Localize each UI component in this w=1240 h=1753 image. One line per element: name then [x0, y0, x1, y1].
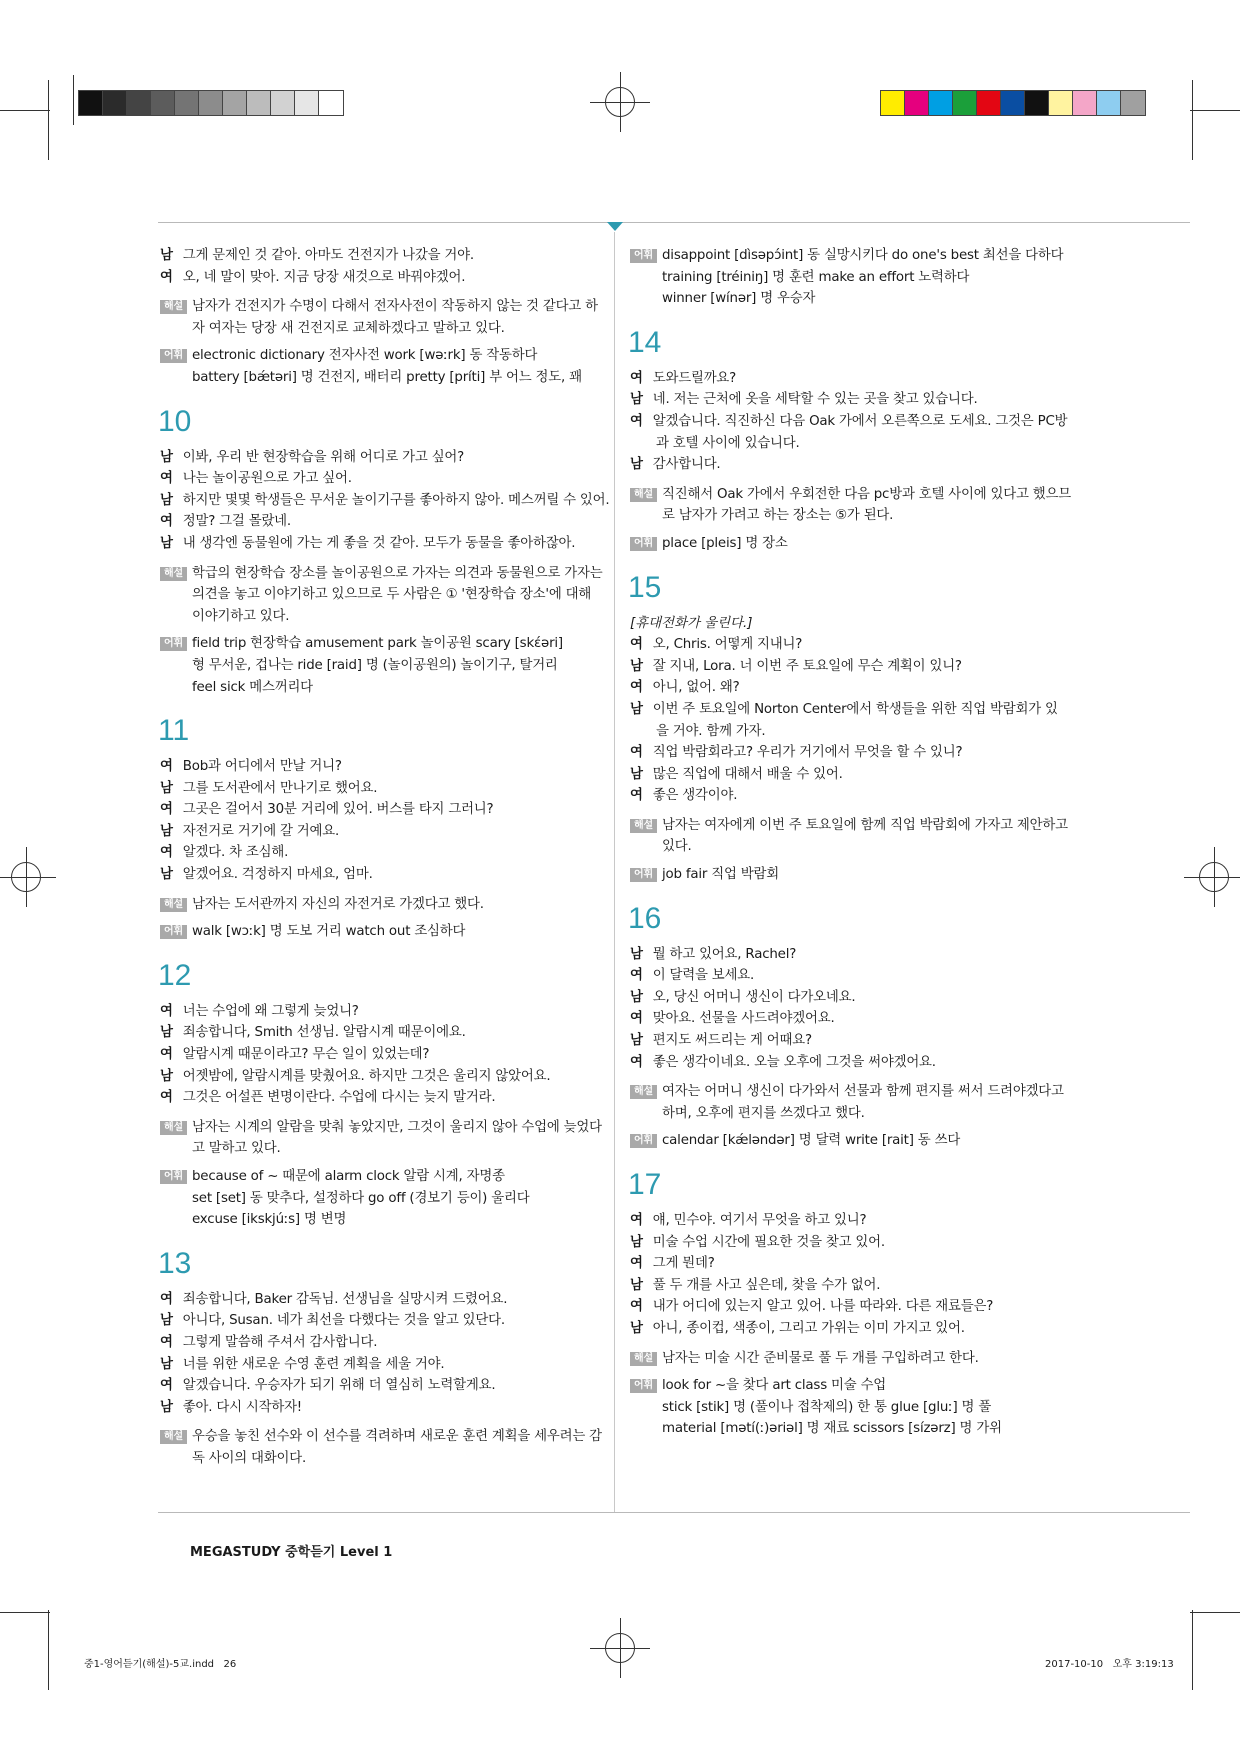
- speaker-label: 여: [160, 514, 173, 530]
- speaker-label: 여: [160, 471, 173, 487]
- dialogue-line: [160, 245, 605, 267]
- vocab-line: field trip 현장학습 amusement park 놀이공원 scary [skɛ́əri]: [192, 636, 563, 652]
- speaker-label: 여: [630, 1054, 643, 1070]
- line-text: 이 달력을 보세요.: [652, 968, 755, 984]
- line-text: 얘, 민수야. 여기서 무엇을 하고 있니?: [652, 1213, 867, 1228]
- speaker-label: 여: [630, 1011, 643, 1027]
- dialogue-line: [630, 785, 1075, 807]
- vocab-line: look for ~을 찾다 art class 미술 수업: [662, 1378, 887, 1394]
- dialogue-line: [630, 1030, 1075, 1052]
- line-text: 그게 문제인 것 같아. 아마도 건전지가 나갔을 거야.: [182, 248, 474, 263]
- dialogue-line: [630, 677, 1075, 699]
- vocab-line: material [mətí(ː)əriəl] 명 재료 scissors [sízərz] 명 가위: [662, 1421, 1002, 1437]
- dialogue-line: [160, 1310, 605, 1332]
- dialogue-line: [630, 1296, 1075, 1318]
- color-swatch: [271, 91, 295, 115]
- dialogue-line: [160, 1397, 605, 1419]
- column-divider: [614, 232, 615, 1512]
- explanation: [160, 1117, 605, 1160]
- line-text: 자전거로 거기에 갈 거예요.: [182, 823, 340, 839]
- dialogue-line: [630, 368, 1075, 390]
- dialogue-line: [160, 490, 610, 512]
- explanation: [630, 1081, 1075, 1124]
- dialogue-line: [630, 411, 1075, 433]
- line-text: 알겠다. 차 조심해.: [182, 845, 289, 861]
- vocabulary: [630, 1130, 1075, 1152]
- color-swatch: [1001, 91, 1025, 115]
- vocabulary-tag: 어휘: [160, 925, 187, 939]
- vocabulary: [630, 245, 1075, 310]
- explanation-tag: 해설: [630, 1352, 657, 1366]
- speaker-label: 남: [160, 492, 173, 508]
- vocabulary-tag: 어휘: [630, 537, 657, 551]
- line-text: 맞아요. 선물을 사드려야겠어요.: [652, 1011, 835, 1027]
- registration-mark-right: [1194, 857, 1234, 897]
- vocabulary-tag: 어휘: [160, 349, 187, 363]
- dialogue: [160, 245, 605, 288]
- vocabulary: [630, 533, 1075, 555]
- explanation: [160, 1426, 605, 1469]
- line-text: 아니, 없어. 왜?: [652, 680, 740, 696]
- speaker-label: 남: [160, 1356, 173, 1372]
- dialogue-line: [630, 1052, 1075, 1074]
- line-text: 알겠습니다. 직진하신 다음 Oak 가에서 오른쪽으로 도세요. 그것은 PC방: [652, 413, 1068, 429]
- registration-mark-top: [600, 82, 640, 122]
- vocab-line: because of ~ 때문에 alarm clock 알람 시계, 자명종: [192, 1169, 505, 1184]
- speaker-label: 남: [160, 1399, 173, 1415]
- line-text: 내가 어디에 있는지 알고 있어. 나를 따라와. 다른 재료들은?: [652, 1299, 994, 1315]
- speaker-label: 남: [160, 823, 173, 839]
- explanation: [630, 815, 1075, 858]
- speaker-label: 남: [630, 1033, 643, 1049]
- speaker-label: 남: [630, 392, 643, 408]
- vocab-line: winner [wínər] 명 우승자: [662, 291, 816, 307]
- explanation-tag: 해설: [630, 1085, 657, 1099]
- speaker-label: 남: [160, 1025, 173, 1041]
- vocabulary-tag: 어휘: [630, 868, 657, 882]
- explanation-tag: 해설: [630, 488, 657, 502]
- speaker-label: 여: [160, 1090, 173, 1106]
- vocabulary-tag: 어휘: [630, 1134, 657, 1148]
- dialogue-line: [160, 1375, 605, 1397]
- vocab-line: 형 무서운, 겁나는 ride [raid] 명 (놀이공원의) 놀이기구, 탈거리: [192, 657, 558, 673]
- dialogue: [160, 756, 605, 886]
- speaker-label: 여: [160, 802, 173, 818]
- dialogue-line: [160, 799, 605, 821]
- scene-direction: [휴대전화가 울린다.]: [630, 615, 753, 631]
- dialogue: [630, 1210, 1075, 1340]
- footer-brand: MEGASTUDY 중학듣기 Level 1: [190, 1545, 393, 1560]
- color-swatch: [1097, 91, 1121, 115]
- dialogue-line: [160, 533, 605, 555]
- line-text: 직업 박람회라고? 우리가 거기에서 무엇을 할 수 있니?: [652, 745, 963, 761]
- dialogue-line: [160, 778, 605, 800]
- explanation-text: 남자는 여자에게 이번 주 토요일에 함께 직업 박람회에 가자고 제안하고 있다.: [662, 817, 1068, 855]
- speaker-label: 남: [630, 1234, 643, 1250]
- line-text: 그게 뭔데?: [652, 1256, 715, 1272]
- dialogue: [630, 944, 1075, 1074]
- dialogue-line: [630, 454, 1075, 476]
- speaker-label: 여: [630, 968, 643, 984]
- explanation-tag: 해설: [160, 898, 187, 912]
- line-text: 오, 네 말이 맞아. 지금 당장 새것으로 바꿔야겠어.: [182, 269, 466, 285]
- dialogue-line: [630, 987, 1075, 1009]
- dialogue-line: [160, 1289, 605, 1311]
- color-swatch: [977, 91, 1001, 115]
- right-column: [630, 245, 1075, 1446]
- vocabulary-tag: 어휘: [630, 1379, 657, 1393]
- speaker-label: 남: [630, 701, 643, 717]
- speaker-label: 남: [630, 766, 643, 782]
- color-swatch: [223, 91, 247, 115]
- line-text: 아니, 종이컵, 색종이, 그리고 가위는 이미 가지고 있어.: [652, 1320, 965, 1336]
- speaker-label: 여: [630, 1299, 643, 1315]
- vocab-line: electronic dictionary 전자사전 work [wəːrk] 동 작동하다: [192, 348, 538, 364]
- line-text: 그곳은 걸어서 30분 거리에 있어. 버스를 타지 그러니?: [182, 802, 494, 818]
- color-swatch: [905, 91, 929, 115]
- explanation-text: 직진해서 Oak 가에서 우회전한 다음 pc방과 호텔 사이에 있다고 했으므로 남자가 가려고 하는 장소는 ⑤가 된다.: [662, 486, 1071, 524]
- vocab-line: set [set] 동 맞추다, 설정하다 go off (경보기 등이) 울리다: [192, 1190, 530, 1206]
- dialogue-line: [630, 742, 1075, 764]
- explanation-tag: 해설: [160, 300, 187, 314]
- line-text: 좋은 생각이야.: [652, 788, 738, 804]
- color-swatch: [1049, 91, 1073, 115]
- line-text: 죄송합니다, Smith 선생님. 알람시계 때문이에요.: [182, 1025, 466, 1041]
- vocabulary: [630, 864, 1075, 886]
- speaker-label: 여: [630, 637, 643, 653]
- dialogue-line: [630, 944, 1075, 966]
- line-text: 이봐, 우리 반 현장학습을 위해 어디로 가고 싶어?: [182, 449, 465, 465]
- line-text: 잘 지내, Lora. 너 이번 주 토요일에 무슨 계획이 있니?: [652, 658, 962, 674]
- vocabulary: [160, 345, 605, 388]
- line-text: 너를 위한 새로운 수영 훈련 계획을 세울 거야.: [182, 1356, 445, 1372]
- vocabulary-tag: 어휘: [160, 637, 187, 651]
- dialogue-line: [630, 389, 1075, 411]
- question-number: 10: [158, 404, 192, 438]
- dialogue-line: [630, 1008, 1075, 1030]
- footer-rule: [158, 1512, 1190, 1513]
- color-swatch: [295, 91, 319, 115]
- vocabulary: [160, 1166, 605, 1231]
- line-text: 알겠습니다. 우승자가 되기 위해 더 열심히 노력할게요.: [182, 1378, 496, 1394]
- color-swatch: [1073, 91, 1097, 115]
- header-triangle-marker: [607, 222, 623, 231]
- color-swatch: [175, 91, 199, 115]
- explanation-text: 남자는 도서관까지 자신의 자전거로 가겠다고 했다.: [192, 896, 484, 912]
- question-number: 13: [158, 1246, 192, 1280]
- dialogue-line: [160, 1022, 605, 1044]
- line-text: 정말? 그걸 몰랐네.: [182, 514, 291, 530]
- question-number: 15: [628, 570, 662, 604]
- explanation: [630, 484, 1075, 527]
- vocab-line: battery [bǽtəri] 명 건전지, 배터리 pretty [príti] 부 어느 정도, 꽤: [192, 369, 582, 385]
- explanation: [630, 1348, 1075, 1370]
- speaker-label: 여: [630, 1256, 643, 1272]
- dialogue: [630, 634, 1075, 807]
- dialogue-line: [160, 1354, 605, 1376]
- dialogue-line: [160, 1066, 605, 1088]
- dialogue-line: [630, 764, 1075, 786]
- vocab-line: stick [stik] 명 (풀이나 접착제의) 한 통 glue [gluː] 명 풀: [662, 1399, 992, 1415]
- dialogue-line: [630, 656, 1075, 678]
- dialogue-line: [630, 699, 1075, 721]
- dialogue: [160, 1289, 605, 1419]
- speaker-label: 남: [160, 867, 173, 883]
- speaker-label: 여: [160, 845, 173, 861]
- color-swatch: [247, 91, 271, 115]
- line-text: 어젯밤에, 알람시계를 맞췄어요. 하지만 그것은 울리지 않았어요.: [182, 1068, 551, 1084]
- speaker-label: 여: [630, 788, 643, 804]
- speaker-label: 남: [630, 658, 643, 674]
- speaker-label: 남: [160, 248, 173, 263]
- line-text: 오, 당신 어머니 생신이 다가오네요.: [652, 989, 856, 1005]
- question-number: 16: [628, 901, 662, 935]
- line-text: 그것은 어설픈 변명이란다. 수업에 다시는 늦지 말거라.: [182, 1090, 496, 1106]
- color-calibration-strip: [880, 90, 1146, 116]
- speaker-label: 여: [630, 1213, 643, 1228]
- speaker-label: 남: [160, 1313, 173, 1329]
- footer-timestamp: 2017-10-10 오후 3:19:13: [1045, 1659, 1174, 1670]
- vocab-line: place [pleis] 명 장소: [662, 535, 788, 551]
- explanation-text: 학급의 현장학습 장소를 놀이공원으로 가자는 의견과 동물원으로 가자는 의견을 놓고 이야기하고 있으므로 두 사람은 ① '현장학습 장소'에 대해 이야기하고 있다.: [192, 565, 603, 624]
- speaker-label: 남: [630, 946, 643, 962]
- vocabulary: [630, 1375, 1075, 1440]
- speaker-label: 여: [160, 1291, 173, 1307]
- speaker-label: 남: [630, 1320, 643, 1336]
- line-text: 뭘 하고 있어요, Rachel?: [652, 946, 797, 962]
- registration-mark-bottom: [600, 1628, 640, 1668]
- explanation-text: 여자는 어머니 생신이 다가와서 선물과 함께 편지를 써서 드려야겠다고 하며, 오후에 편지를 쓰겠다고 했다.: [662, 1084, 1064, 1121]
- line-text: 하지만 몇몇 학생들은 무서운 놀이기구를 좋아하지 않아. 메스꺼릴 수 있어.: [182, 492, 610, 508]
- line-text: 죄송합니다, Baker 감독님. 선생님을 실망시켜 드렸어요.: [182, 1291, 508, 1307]
- speaker-label: 남: [160, 535, 173, 551]
- explanation-text: 남자는 시계의 알람을 맞춰 놓았지만, 그것이 울리지 않아 수업에 늦었다고 말하고 있다.: [192, 1119, 602, 1157]
- dialogue-line: [160, 821, 605, 843]
- dialogue-line: [630, 1275, 1075, 1297]
- line-text: 감사합니다.: [652, 457, 721, 473]
- line-text: 이번 주 토요일에 Norton Center에서 학생들을 위한 직업 박람회가 있: [652, 701, 1058, 717]
- speaker-label: 여: [630, 413, 643, 429]
- dialogue-line: [630, 1210, 1075, 1232]
- line-text: 미술 수업 시간에 필요한 것을 찾고 있어.: [652, 1234, 885, 1250]
- dialogue-line: [630, 1318, 1075, 1340]
- speaker-label: 여: [160, 1047, 173, 1063]
- question-number: 12: [158, 958, 192, 992]
- color-swatch: [127, 91, 151, 115]
- explanation: [160, 563, 605, 628]
- dialogue: [160, 1001, 605, 1109]
- speaker-label: 여: [630, 745, 643, 761]
- speaker-label: 남: [160, 1068, 173, 1084]
- question-number: 14: [628, 325, 662, 359]
- dialogue-line: [160, 511, 605, 533]
- speaker-label: 여: [160, 759, 173, 775]
- vocab-line: job fair 직업 박람회: [662, 867, 780, 883]
- explanation-tag: 해설: [160, 1121, 187, 1135]
- color-swatch: [881, 91, 905, 115]
- question-number: 11: [158, 714, 190, 748]
- color-swatch: [319, 91, 343, 115]
- vocab-line: training [tréiniŋ] 명 훈련 make an effort 노력하다: [662, 269, 970, 285]
- vocabulary-tag: 어휘: [160, 1170, 187, 1184]
- line-text: Bob과 어디에서 만날 거니?: [182, 759, 342, 775]
- speaker-label: 남: [160, 449, 173, 465]
- vocabulary: [160, 633, 605, 698]
- speaker-label: 남: [630, 1277, 643, 1293]
- vocab-line: calendar [kǽləndər] 명 달력 write [rait] 동 쓰다: [662, 1133, 961, 1149]
- speaker-label: 여: [160, 1378, 173, 1394]
- dialogue-line: [160, 842, 605, 864]
- vocab-line: feel sick 메스꺼리다: [192, 679, 313, 695]
- dialogue-line: [630, 965, 1075, 987]
- dialogue-line: [160, 756, 605, 778]
- speaker-label: 여: [160, 1334, 173, 1350]
- dialogue-line: [160, 1044, 605, 1066]
- speaker-label: 남: [630, 457, 643, 473]
- vocab-line: disappoint [dìsəpɔ́int] 동 실망시키다 do one's best 최선을 다하다: [662, 248, 1064, 263]
- line-text: 풀 두 개를 사고 싶은데, 찾을 수가 없어.: [652, 1277, 881, 1293]
- dialogue-line: [630, 1253, 1075, 1275]
- line-text: 알겠어요. 걱정하지 마세요, 엄마.: [182, 867, 373, 883]
- dialogue-line: [630, 1232, 1075, 1254]
- dialogue-line: [160, 864, 605, 886]
- color-swatch: [79, 91, 103, 115]
- line-text: 그렇게 말씀해 주셔서 감사합니다.: [182, 1334, 378, 1350]
- explanation-text: 남자는 미술 시간 준비물로 풀 두 개를 구입하려고 한다.: [662, 1350, 979, 1366]
- dialogue: [630, 368, 1075, 476]
- explanation: [160, 296, 605, 339]
- explanation-text: 우승을 놓친 선수와 이 선수를 격려하며 새로운 훈련 계획을 세우려는 감독 사이의 대화이다.: [192, 1429, 602, 1466]
- line-text: 내 생각엔 동물원에 가는 게 좋을 것 같아. 모두가 동물을 좋아하잖아.: [182, 535, 576, 551]
- color-swatch: [199, 91, 223, 115]
- dialogue-line: [160, 1087, 605, 1109]
- speaker-label: 여: [630, 370, 643, 386]
- dialogue-line: [160, 267, 605, 289]
- speaker-label: 남: [160, 780, 173, 796]
- speaker-label: 여: [160, 1003, 173, 1019]
- color-swatch: [929, 91, 953, 115]
- vocab-line: excuse [ikskjúːs] 명 변명: [192, 1212, 347, 1228]
- dialogue-line: [630, 721, 1075, 743]
- line-text: 아니다, Susan. 네가 최선을 다했다는 것을 알고 있단다.: [182, 1313, 505, 1329]
- line-text: 알람시계 때문이라고? 무슨 일이 있었는데?: [182, 1047, 430, 1063]
- line-text: 좋은 생각이네요. 오늘 오후에 그것을 써야겠어요.: [652, 1054, 936, 1070]
- line-text: 오, Chris. 어떻게 지내니?: [652, 637, 803, 653]
- speaker-label: 여: [630, 680, 643, 696]
- explanation-tag: 해설: [630, 819, 657, 833]
- line-text: 좋아. 다시 시작하자!: [182, 1399, 302, 1415]
- color-swatch: [1025, 91, 1049, 115]
- dialogue-line: [630, 634, 1075, 656]
- header-rule: [158, 222, 1190, 223]
- explanation-tag: 해설: [160, 567, 187, 581]
- line-text: 편지도 써드리는 게 어때요?: [652, 1033, 812, 1049]
- color-swatch: [1121, 91, 1145, 115]
- dialogue: [160, 447, 610, 555]
- line-text: 을 거야. 함께 가자.: [656, 723, 766, 739]
- vocabulary-tag: 어휘: [630, 249, 657, 263]
- line-text: 과 호텔 사이에 있습니다.: [656, 435, 800, 451]
- vocabulary: [160, 921, 605, 943]
- speaker-label: 남: [630, 989, 643, 1005]
- grayscale-calibration-strip: [78, 90, 344, 116]
- line-text: 도와드릴까요?: [652, 370, 737, 386]
- registration-mark-left: [6, 857, 46, 897]
- explanation-text: 남자가 건전지가 수명이 다해서 전자사전이 작동하지 않는 것 같다고 하자 여자는 당장 새 건전지로 교체하겠다고 말하고 있다.: [192, 299, 598, 336]
- footer-file-info: 중1-영어듣기(해설)-5교.indd 26: [84, 1659, 237, 1670]
- line-text: 그를 도서관에서 만나기로 했어요.: [182, 780, 378, 796]
- line-text: 너는 수업에 왜 그렇게 늦었니?: [182, 1003, 359, 1019]
- dialogue-line: [160, 468, 605, 490]
- line-text: 많은 직업에 대해서 배울 수 있어.: [652, 766, 843, 782]
- left-column: [158, 245, 610, 1476]
- dialogue-line: [160, 1001, 605, 1023]
- color-swatch: [151, 91, 175, 115]
- dialogue-line: [630, 433, 1075, 455]
- question-number: 17: [628, 1168, 662, 1201]
- line-text: 나는 놀이공원으로 가고 싶어.: [182, 471, 352, 487]
- explanation: [160, 894, 605, 916]
- line-text: 네. 저는 근처에 옷을 세탁할 수 있는 곳을 찾고 있습니다.: [652, 392, 978, 408]
- explanation-tag: 해설: [160, 1430, 187, 1444]
- dialogue-line: [160, 1332, 605, 1354]
- dialogue-line: [160, 447, 605, 469]
- color-swatch: [103, 91, 127, 115]
- vocab-line: walk [wɔːk] 명 도보 거리 watch out 조심하다: [192, 924, 466, 940]
- color-swatch: [953, 91, 977, 115]
- speaker-label: 여: [160, 269, 173, 285]
